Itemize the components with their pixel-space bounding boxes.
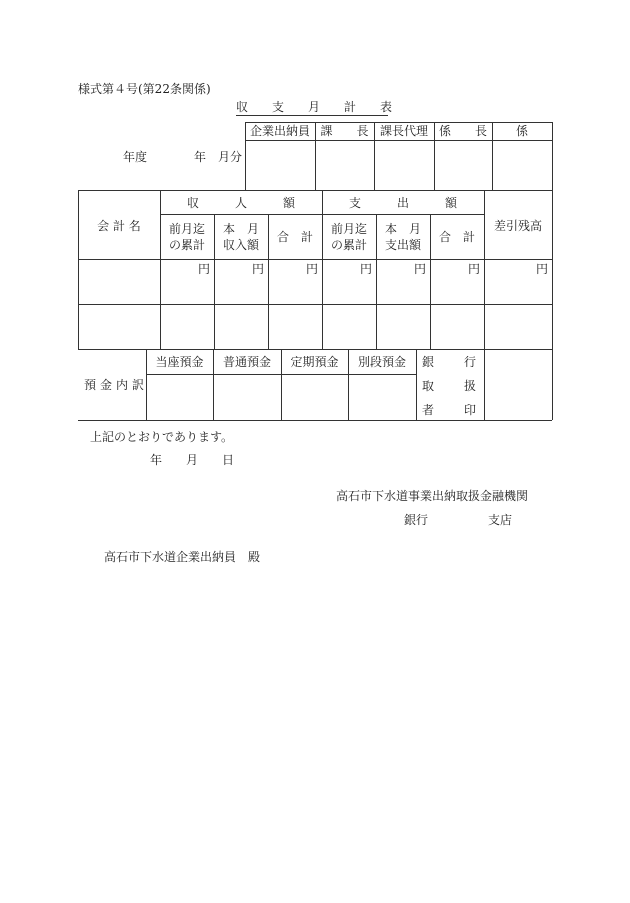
yen-unit: 円 [467,262,480,276]
addressee: 高石市下水道企業出納員 殿 [104,550,261,564]
expense-header: 支 出 額 [348,196,457,210]
form-number: 様式第４号(第22条関係) [78,82,211,96]
income-month-line1: 本 月 [222,222,259,236]
yen-unit: 円 [197,262,210,276]
income-header: 収 人 額 [186,196,295,210]
bank-seal-line1: 銀 行 [422,355,479,369]
income-prev-total-line1: 前月迄 [168,222,205,236]
expense-month-line1: 本 月 [384,222,421,236]
income-month-line2: 収入額 [222,238,259,252]
expense-month-line2: 支出額 [384,238,421,252]
title-underline [236,115,388,116]
income-total-header: 合 計 [276,230,313,244]
financial-institution: 高石市下水道事業出納取扱金融機関 [336,489,529,503]
bank-branch-line: 銀行 支店 [404,513,513,527]
income-prev-total-line2: の累計 [168,238,205,252]
month-label: 年 月分 [194,150,243,164]
expense-prev-total-line2: の累計 [330,238,367,252]
fiscal-year-label: 年度 [123,150,148,164]
bank-seal-line3: 者 印 [422,403,479,417]
yen-unit: 円 [305,262,318,276]
expense-total-header: 合 計 [438,230,475,244]
approval-col-section-chief: 課 長 [320,124,369,138]
deposit-ordinary: 普通預金 [222,355,271,369]
yen-unit: 円 [413,262,426,276]
date-line: 年 月 日 [150,453,235,467]
account-name-header: 会 計 名 [97,219,141,233]
approval-col-staff: 係 [515,124,528,138]
page-title: 収 支 月 計 表 [236,100,393,114]
balance-header: 差引残高 [493,219,542,233]
deposit-breakdown-label: 預金内訳 [84,378,149,392]
approval-col-cashier: 企業出納員 [249,124,310,138]
approval-col-subsection-chief: 係 長 [438,124,487,138]
bank-seal-line2: 取 扱 [422,379,479,393]
approval-col-deputy: 課長代理 [379,124,428,138]
expense-prev-total-line1: 前月迄 [330,222,367,236]
deposit-current: 当座預金 [155,355,204,369]
deposit-fixed: 定期預金 [290,355,339,369]
statement-text: 上記のとおりであります。 [90,430,234,444]
yen-unit: 円 [535,262,548,276]
yen-unit: 円 [359,262,372,276]
yen-unit: 円 [251,262,264,276]
deposit-special: 別段預金 [357,355,406,369]
